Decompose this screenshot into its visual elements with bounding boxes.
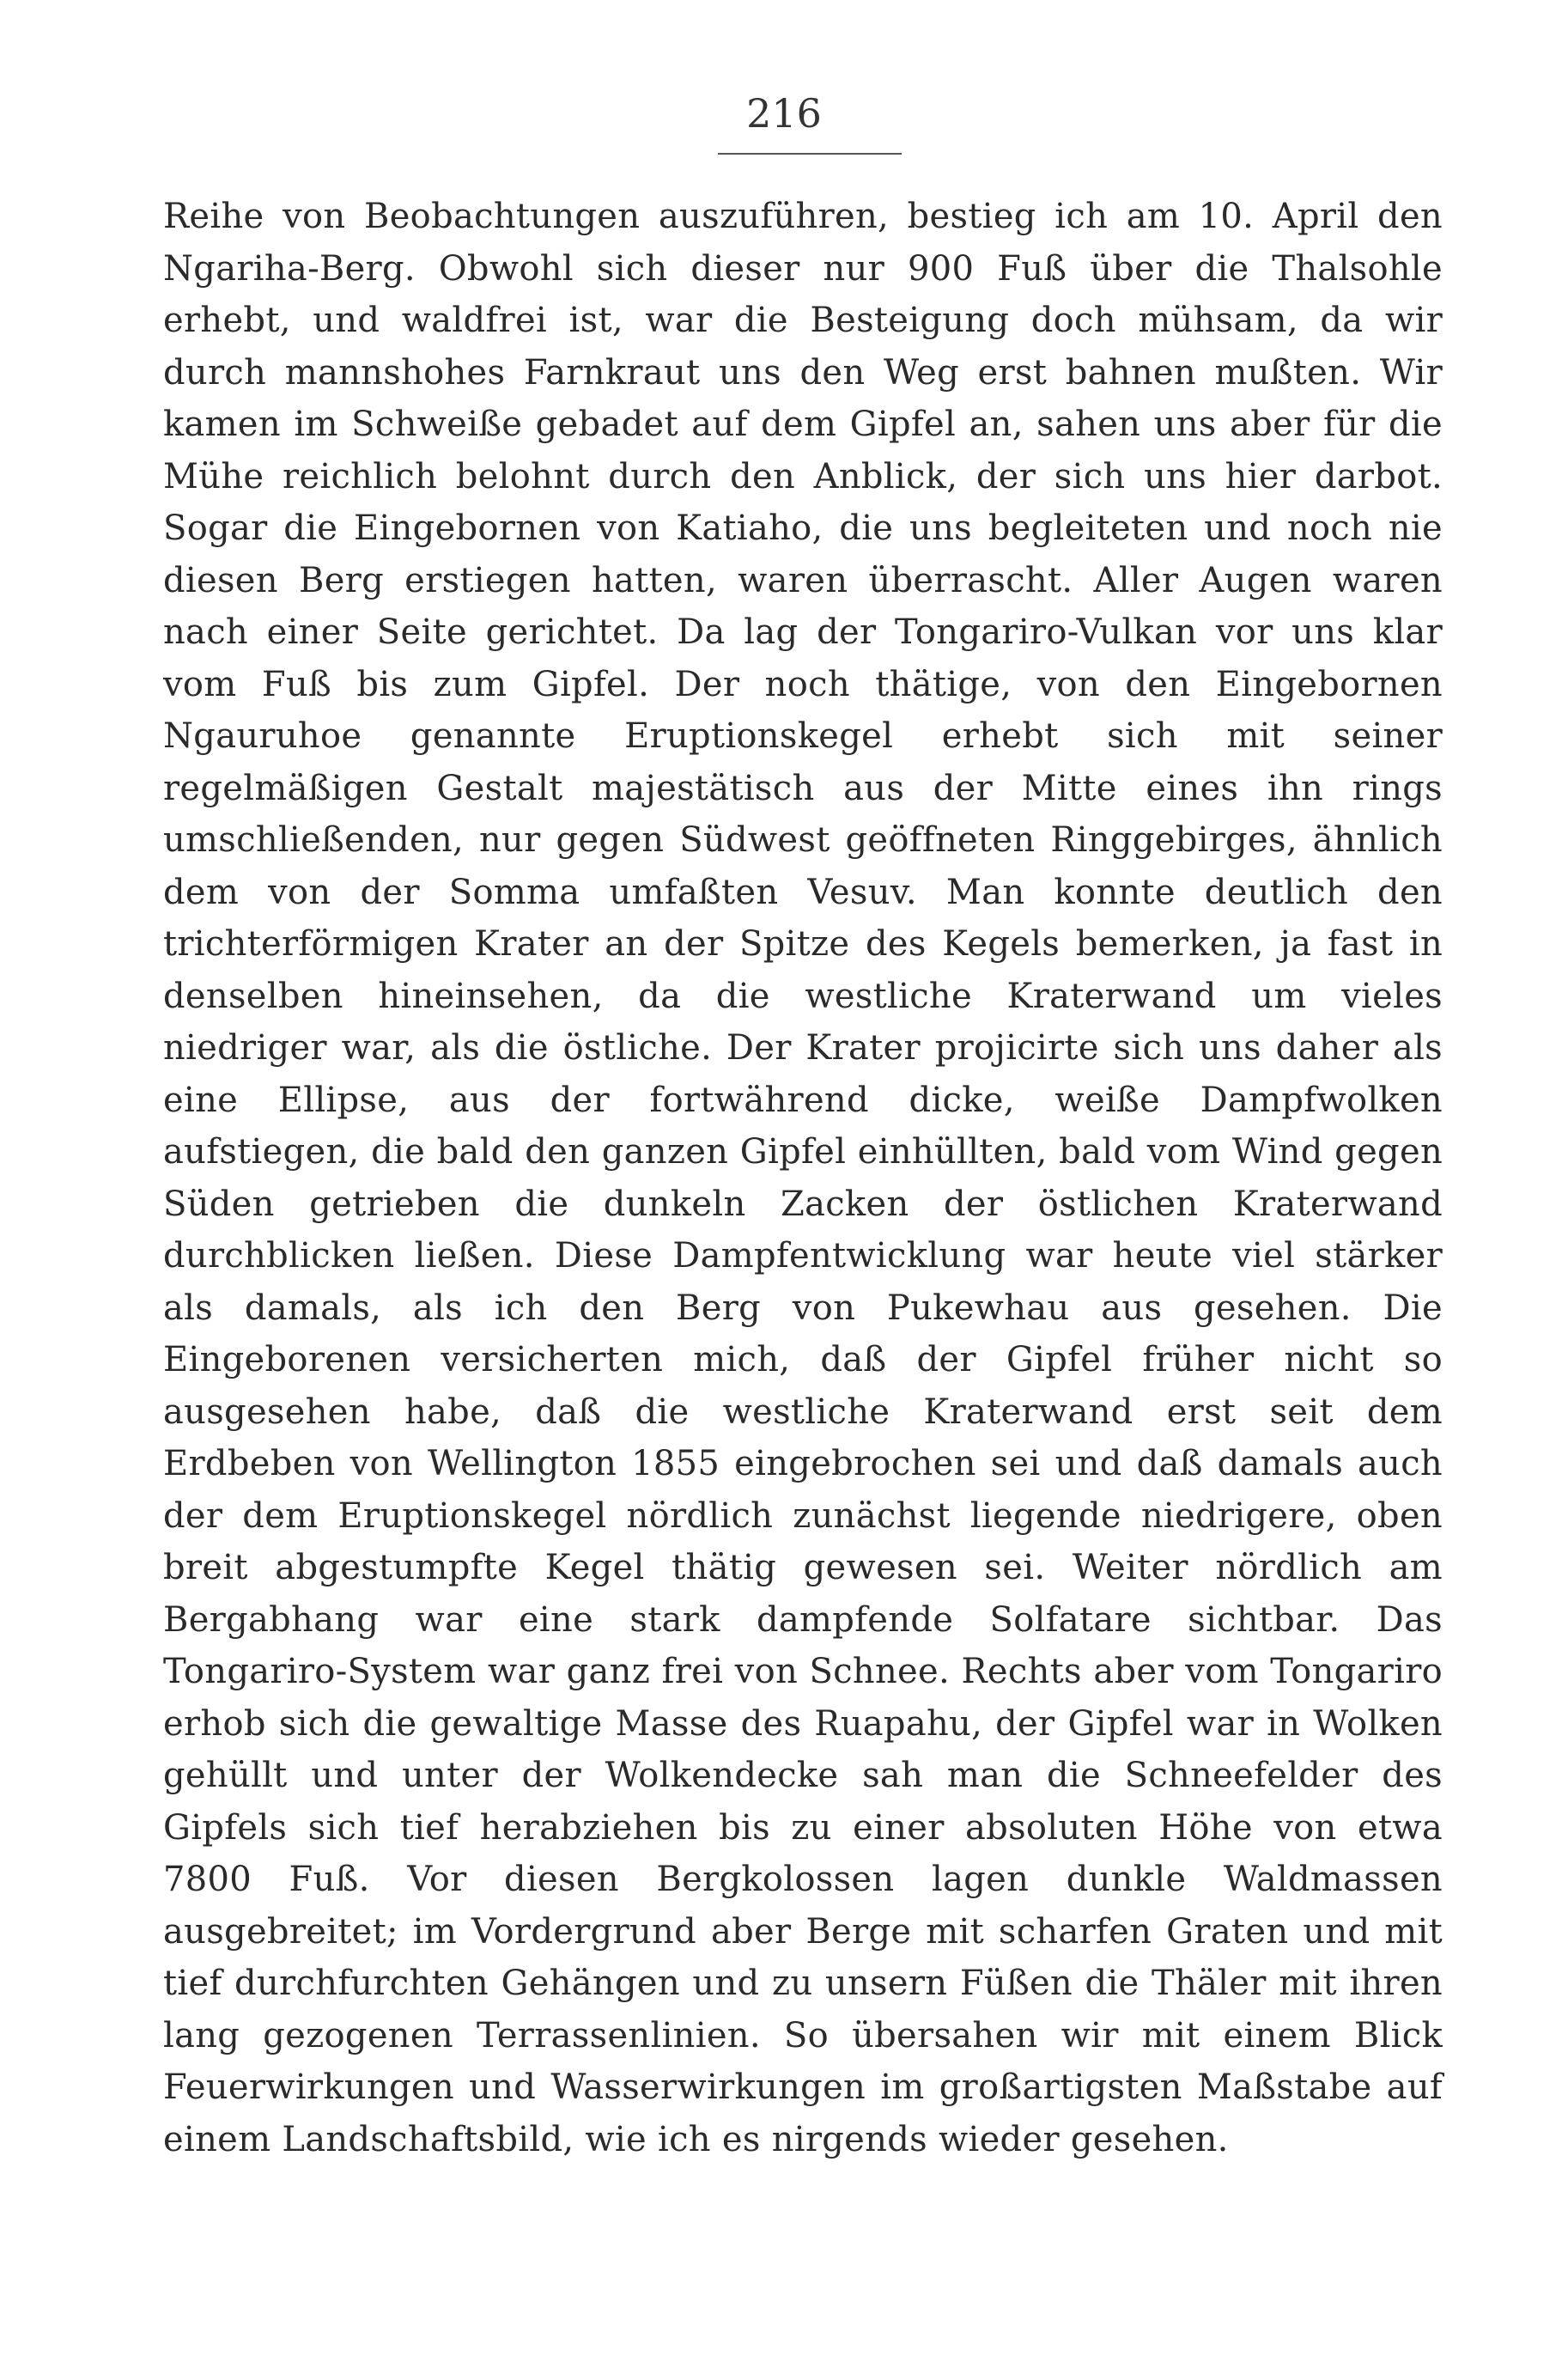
body-paragraph: Reihe von Beobachtungen auszuführen, bestieg ich am 10. April den Ngariha-Berg. Obwohl sich dieser nur 900 Fuß über die Thalsohle erhebt, und waldfrei ist, war die Besteigung doch mühsam, da wir durch mannshohes Farnkraut uns den Weg erst bahnen mußten. Wir kamen im Schweiße gebadet auf dem Gipfel an, sahen uns aber für die Mühe reichlich belohnt durch den Anblick, der sich uns hier darbot. Sogar die Eingebornen von Katiaho, die uns begleiteten und noch nie diesen Berg erstiegen hatten, waren überrascht. Aller Augen waren nach einer Seite gerichtet. Da lag der Tongariro-Vulkan vor uns klar vom Fuß bis zum Gipfel. Der noch thätige, von den Eingebornen Ngauruhoe genannte Eruptionskegel erhebt sich mit seiner regelmäßigen Gestalt majestätisch aus der Mitte eines ihn rings umschließenden, nur gegen Südwest geöffneten Ringgebirges, ähnlich dem von der Somma umfaßten Vesuv. Man konnte deutlich den trichterförmigen Krater an der Spitze des Kegels bemerken, ja fast in denselben hineinsehen, da die westliche Kraterwand um vieles niedriger war, als die östliche. Der Krater projicirte sich uns daher als eine Ellipse, aus der fortwährend dicke, weiße Dampfwolken aufstiegen, die bald den ganzen Gipfel einhüllten, bald vom Wind gegen Süden getrieben die dunkeln Zacken der östlichen Kraterwand durchblicken ließen. Diese Dampfentwicklung war heute viel stärker als damals, als ich den Berg von Pukewhau aus gesehen. Die Eingeborenen versicherten mich, daß der Gipfel früher nicht so ausgesehen habe, daß die westliche Kraterwand erst seit dem Erdbeben von Wellington 1855 eingebrochen sei und daß damals auch der dem Eruptionskegel nördlich zunächst liegende niedrigere, oben breit abgestumpfte Kegel thätig gewesen sei. Weiter nördlich am Bergabhang war eine stark dampfende Solfatare sichtbar. Das Tongariro-System war ganz frei von Schnee. Rechts aber vom Tongariro erhob sich die gewaltige Masse des Ruapahu, der Gipfel war in Wolken gehüllt und unter der Wolkendecke sah man die Schneefelder des Gipfels sich tief herabziehen bis zu einer absoluten Höhe von etwa 7800 Fuß. Vor diesen Bergkolossen lagen dunkle Waldmassen ausgebreitet; im Vordergrund aber Berge mit scharfen Graten und mit tief durchfurchten Gehängen und zu unsern Füßen die Thäler mit ihren lang gezogenen Terrassenlinien. So übersahen wir mit einem Blick Feuerwirkungen und Wasserwirkungen im großartigsten Maßstabe auf einem Landschaftsbild, wie ich es nirgends wieder gesehen. — [163, 197, 1443, 2159]
header-rule — [718, 153, 902, 155]
page-number: 216 — [746, 90, 822, 137]
